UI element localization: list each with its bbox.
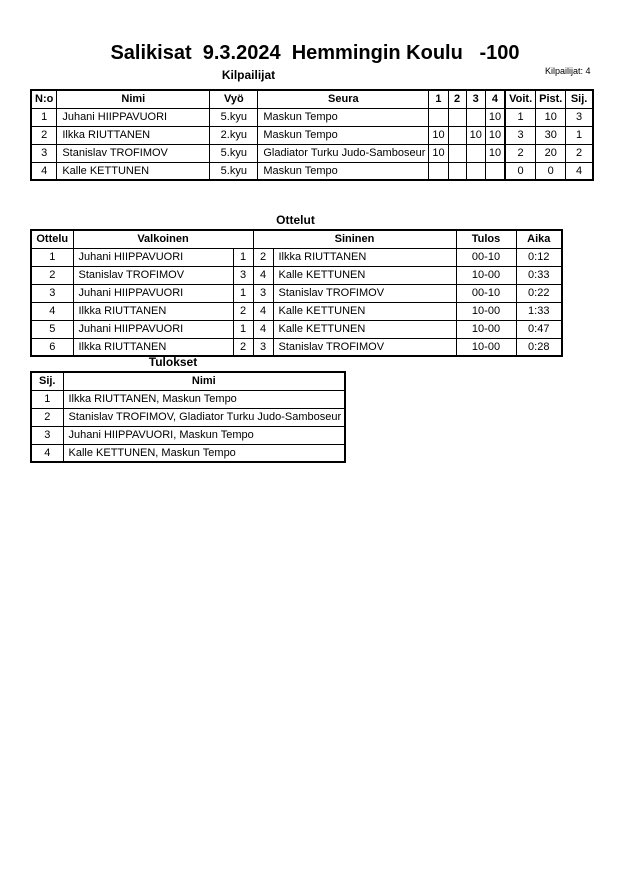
cell-pist: 10	[536, 108, 566, 126]
cell-tulos: 10-00	[456, 320, 516, 338]
cell-blue-num: 4	[253, 266, 273, 284]
cell-nimi: Kalle KETTUNEN	[57, 162, 210, 180]
col-header-nimi: Nimi	[57, 90, 210, 108]
cell-white-num: 1	[233, 248, 253, 266]
cell-vyo: 5.kyu	[210, 162, 258, 180]
col-header-valkoinen: Valkoinen	[73, 230, 253, 248]
cell-nimi: Stanislav TROFIMOV, Gladiator Turku Judo-Samboseur	[63, 408, 345, 426]
cell-sij: 1	[566, 126, 593, 144]
cell-nimi: Juhani HIIPPAVUORI	[57, 108, 210, 126]
cell-white-name: Juhani HIIPPAVUORI	[73, 320, 233, 338]
table-row	[31, 266, 562, 284]
cell-white-name: Juhani HIIPPAVUORI	[73, 284, 233, 302]
cell-match-no: 1	[31, 248, 73, 266]
col-header-sij: Sij.	[566, 90, 593, 108]
cell-voit: 3	[505, 126, 536, 144]
cell-grid-1	[429, 108, 448, 126]
cell-white-num: 2	[233, 338, 253, 356]
col-header-sininen: Sininen	[253, 230, 456, 248]
cell-vyo: 2.kyu	[210, 126, 258, 144]
col-header-ottelu: Ottelu	[31, 230, 73, 248]
cell-tulos: 10-00	[456, 338, 516, 356]
table-row	[31, 390, 345, 408]
competitor-count: Kilpailijat: 4	[545, 66, 591, 76]
cell-nimi: Ilkka RIUTTANEN	[57, 126, 210, 144]
col-header-no: N:o	[31, 90, 57, 108]
tulokset-table	[30, 371, 346, 463]
cell-white-name: Ilkka RIUTTANEN	[73, 338, 233, 356]
col-header-voit: Voit.	[505, 90, 536, 108]
cell-nimi: Ilkka RIUTTANEN, Maskun Tempo	[63, 390, 345, 408]
cell-seura: Maskun Tempo	[258, 126, 429, 144]
cell-grid-4	[485, 162, 505, 180]
cell-aika: 1:33	[516, 302, 562, 320]
table-row	[31, 284, 562, 302]
kilpailijat-table	[30, 89, 594, 181]
table-row	[31, 108, 593, 126]
col-header-2: 2	[448, 90, 466, 108]
cell-grid-3: 10	[466, 126, 485, 144]
col-header-nimi: Nimi	[63, 372, 345, 390]
cell-tulos: 00-10	[456, 248, 516, 266]
cell-white-num: 1	[233, 320, 253, 338]
table-row	[31, 162, 593, 180]
cell-grid-4: 10	[485, 108, 505, 126]
section-title-tulokset: Tulokset	[148, 355, 198, 369]
table-row	[31, 248, 562, 266]
col-header-3: 3	[466, 90, 485, 108]
cell-grid-1: 10	[429, 126, 448, 144]
cell-sij: 1	[31, 390, 63, 408]
cell-seura: Maskun Tempo	[258, 162, 429, 180]
cell-aika: 0:28	[516, 338, 562, 356]
section-title-ottelut: Ottelut	[276, 213, 315, 227]
cell-match-no: 5	[31, 320, 73, 338]
cell-grid-2	[448, 162, 466, 180]
cell-sij: 2	[566, 144, 593, 162]
cell-blue-name: Kalle KETTUNEN	[273, 266, 456, 284]
cell-blue-num: 3	[253, 338, 273, 356]
table-row	[31, 444, 345, 462]
col-header-sij: Sij.	[31, 372, 63, 390]
cell-voit: 2	[505, 144, 536, 162]
col-header-pist: Pist.	[536, 90, 566, 108]
tulokset-header-row	[31, 372, 345, 390]
col-header-tulos: Tulos	[456, 230, 516, 248]
cell-grid-2	[448, 126, 466, 144]
cell-sij: 3	[566, 108, 593, 126]
cell-nimi: Stanislav TROFIMOV	[57, 144, 210, 162]
col-header-seura: Seura	[258, 90, 429, 108]
cell-no: 2	[31, 126, 57, 144]
cell-match-no: 2	[31, 266, 73, 284]
col-header-4: 4	[485, 90, 505, 108]
cell-blue-name: Kalle KETTUNEN	[273, 302, 456, 320]
cell-grid-3	[466, 108, 485, 126]
cell-seura: Gladiator Turku Judo-Samboseur	[258, 144, 429, 162]
cell-no: 1	[31, 108, 57, 126]
cell-blue-num: 4	[253, 302, 273, 320]
cell-voit: 1	[505, 108, 536, 126]
cell-pist: 0	[536, 162, 566, 180]
kilpailijat-header-row	[31, 90, 593, 108]
cell-blue-num: 2	[253, 248, 273, 266]
cell-nimi: Juhani HIIPPAVUORI, Maskun Tempo	[63, 426, 345, 444]
cell-white-name: Juhani HIIPPAVUORI	[73, 248, 233, 266]
cell-grid-3	[466, 144, 485, 162]
cell-blue-num: 4	[253, 320, 273, 338]
cell-no: 4	[31, 162, 57, 180]
cell-blue-num: 3	[253, 284, 273, 302]
cell-no: 3	[31, 144, 57, 162]
cell-sij: 4	[566, 162, 593, 180]
cell-sij: 2	[31, 408, 63, 426]
cell-grid-2	[448, 144, 466, 162]
cell-nimi: Kalle KETTUNEN, Maskun Tempo	[63, 444, 345, 462]
table-row	[31, 426, 345, 444]
cell-white-name: Ilkka RIUTTANEN	[73, 302, 233, 320]
col-header-vyo: Vyö	[210, 90, 258, 108]
page-title: Salikisat 9.3.2024 Hemmingin Koulu -100	[110, 42, 520, 64]
cell-tulos: 10-00	[456, 302, 516, 320]
cell-aika: 0:47	[516, 320, 562, 338]
cell-aika: 0:12	[516, 248, 562, 266]
cell-match-no: 6	[31, 338, 73, 356]
cell-match-no: 4	[31, 302, 73, 320]
cell-blue-name: Kalle KETTUNEN	[273, 320, 456, 338]
cell-pist: 20	[536, 144, 566, 162]
ottelut-header-row	[31, 230, 562, 248]
cell-vyo: 5.kyu	[210, 144, 258, 162]
cell-seura: Maskun Tempo	[258, 108, 429, 126]
cell-grid-1	[429, 162, 448, 180]
cell-blue-name: Ilkka RIUTTANEN	[273, 248, 456, 266]
cell-match-no: 3	[31, 284, 73, 302]
cell-sij: 3	[31, 426, 63, 444]
cell-white-name: Stanislav TROFIMOV	[73, 266, 233, 284]
cell-grid-2	[448, 108, 466, 126]
cell-grid-4: 10	[485, 144, 505, 162]
table-row	[31, 302, 562, 320]
cell-aika: 0:22	[516, 284, 562, 302]
table-row	[31, 320, 562, 338]
cell-white-num: 3	[233, 266, 253, 284]
col-header-1: 1	[429, 90, 448, 108]
col-header-aika: Aika	[516, 230, 562, 248]
cell-white-num: 2	[233, 302, 253, 320]
cell-tulos: 10-00	[456, 266, 516, 284]
cell-blue-name: Stanislav TROFIMOV	[273, 284, 456, 302]
table-row	[31, 338, 562, 356]
table-row	[31, 144, 593, 162]
cell-aika: 0:33	[516, 266, 562, 284]
cell-pist: 30	[536, 126, 566, 144]
cell-white-num: 1	[233, 284, 253, 302]
cell-grid-1: 10	[429, 144, 448, 162]
section-title-kilpailijat: Kilpailijat	[221, 68, 276, 82]
table-row	[31, 126, 593, 144]
cell-grid-4: 10	[485, 126, 505, 144]
cell-tulos: 00-10	[456, 284, 516, 302]
cell-sij: 4	[31, 444, 63, 462]
table-row	[31, 408, 345, 426]
ottelut-table	[30, 229, 563, 357]
cell-voit: 0	[505, 162, 536, 180]
cell-vyo: 5.kyu	[210, 108, 258, 126]
cell-grid-3	[466, 162, 485, 180]
cell-blue-name: Stanislav TROFIMOV	[273, 338, 456, 356]
